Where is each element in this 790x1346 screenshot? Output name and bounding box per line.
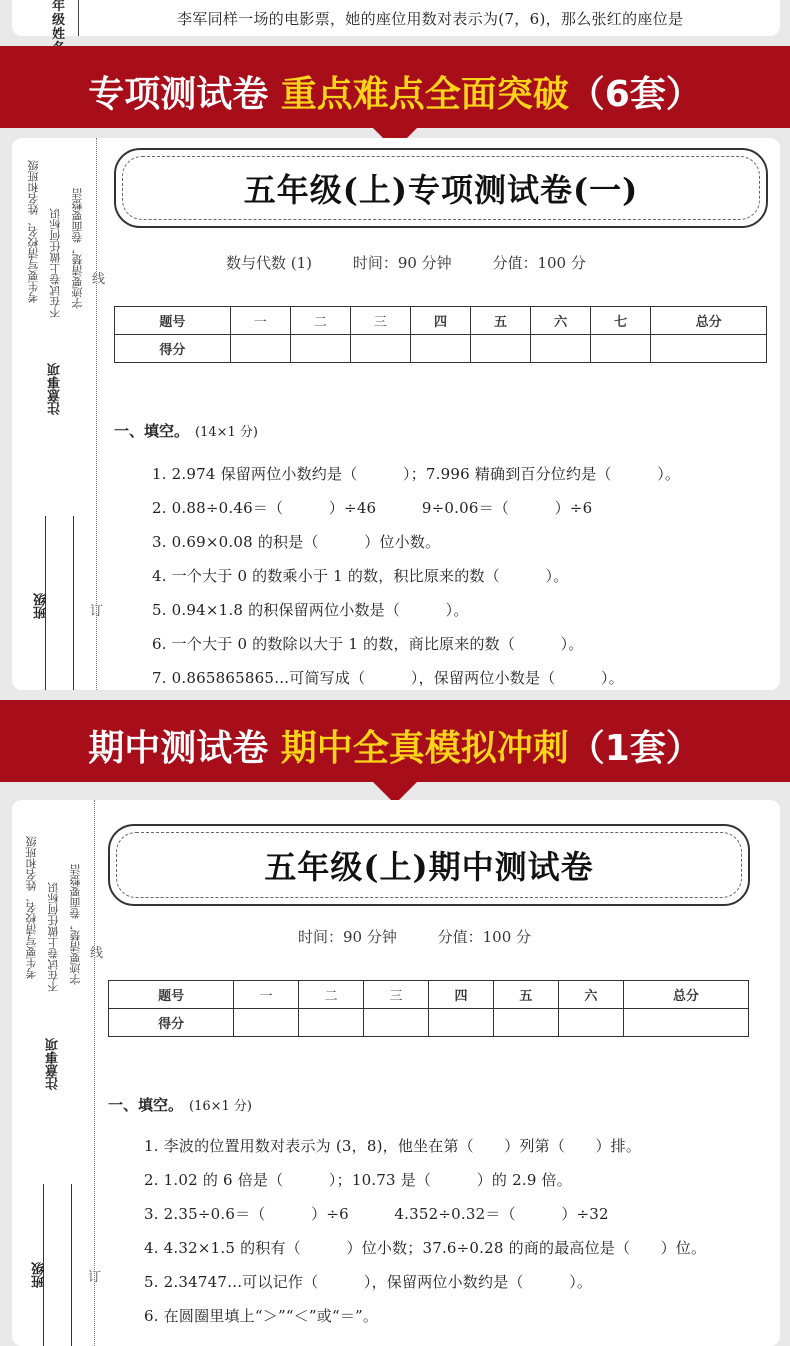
- notice-label: 注意事项: [46, 1038, 61, 1090]
- notice-rule-3: 字迹要清楚，卷面要整洁: [71, 188, 84, 309]
- banner-highlight: 期中全真模拟冲刺: [280, 728, 569, 769]
- score-table-header-row: [115, 307, 767, 335]
- section-title: 一、填空。: [114, 422, 190, 440]
- question-item: 1. 李波的位置用数对表示为 (3，8)，他坐在第（ ）列第（ ）排。: [144, 1137, 642, 1155]
- section-points: (14×1 分): [195, 425, 258, 440]
- notice-rule-2: 不在试卷上做任何标识: [49, 208, 62, 318]
- line-mark: 线: [92, 272, 106, 287]
- score-header-cell: 二: [290, 307, 350, 335]
- score-cell[interactable]: [230, 335, 290, 363]
- score-cell[interactable]: [558, 1009, 623, 1037]
- score-header-cell: 七: [591, 307, 651, 335]
- test-sheet-special-1: [12, 138, 780, 690]
- meta-subject: 数与代数 (1): [226, 254, 313, 272]
- sheet-meta: [226, 252, 622, 273]
- score-header-cell: 一: [230, 307, 290, 335]
- banner-count: （6套）: [568, 74, 702, 115]
- class-blank-line-2: [73, 516, 74, 690]
- question-item: 4. 4.32×1.5 的积有（ ）位小数；37.6÷0.28 的商的最高位是（ ）位。: [144, 1239, 707, 1257]
- score-cell[interactable]: [531, 335, 591, 363]
- score-table-score-row: [109, 1009, 749, 1037]
- score-cell[interactable]: [234, 1009, 299, 1037]
- score-header-cell: 一: [234, 981, 299, 1009]
- banner-midterm: [0, 700, 790, 782]
- meta-score: 分值：100 分: [492, 254, 586, 272]
- score-header-cell: 二: [299, 981, 364, 1009]
- score-cell[interactable]: [651, 335, 767, 363]
- score-cell[interactable]: [623, 1009, 748, 1037]
- notice-rule-2: 不在试卷上做任何标识: [47, 882, 60, 992]
- question-item: 3. 2.35÷0.6＝（ ）÷6 4.352÷0.32＝（ ）÷32: [144, 1205, 609, 1223]
- score-header-cell: 四: [428, 981, 493, 1009]
- score-cell[interactable]: [471, 335, 531, 363]
- section-heading: [114, 420, 258, 441]
- score-cell[interactable]: [493, 1009, 558, 1037]
- meta-time: 时间：90 分钟: [298, 928, 397, 946]
- score-header-cell: 五: [493, 981, 558, 1009]
- question-item: 7. 0.865865865…可简写成（ ），保留两位小数是（ ）。: [152, 669, 624, 687]
- banner-title: 专项测试卷: [88, 74, 281, 115]
- notice-rule-1: 考生要写清校名、姓名和班级: [27, 160, 40, 303]
- name-label: 姓: [52, 27, 66, 42]
- notice-label: 注意事项: [48, 363, 63, 415]
- meta-time: 时间：90 分钟: [352, 254, 452, 272]
- sheet-title: 五年级(上)期中测试卷: [264, 848, 594, 886]
- tear-line: [94, 800, 95, 1346]
- section-heading: [108, 1094, 252, 1115]
- banner-count: （1套）: [568, 728, 702, 769]
- score-cell[interactable]: [299, 1009, 364, 1037]
- score-table: [108, 980, 749, 1037]
- title-box: [114, 148, 768, 228]
- banner-special-tests: [0, 46, 790, 128]
- score-header-cell: 题号: [109, 981, 234, 1009]
- section-points: (16×1 分): [189, 1099, 252, 1114]
- line-mark: 线: [90, 946, 104, 961]
- score-header-cell: 六: [531, 307, 591, 335]
- question-item: 6. 在圆圈里填上“＞”“＜”或“＝”。: [144, 1307, 379, 1325]
- question-item: 2. 0.88÷0.46＝（ ）÷46 9÷0.06＝（ ）÷6: [152, 499, 593, 517]
- score-table-score-row: [115, 335, 767, 363]
- question-item: 4. 一个大于 0 的数乘小于 1 的数，积比原来的数（ ）。: [152, 567, 569, 585]
- score-header-cell: 总分: [651, 307, 767, 335]
- score-header-cell: 六: [558, 981, 623, 1009]
- title-box: [108, 824, 750, 906]
- score-table-header-row: [109, 981, 749, 1009]
- question-item: 6. 一个大于 0 的数除以大于 1 的数，商比原来的数（ ）。: [152, 635, 584, 653]
- binding-mark: 订: [88, 1270, 102, 1285]
- score-header-cell: 总分: [623, 981, 748, 1009]
- question-item: 1. 2.974 保留两位小数约是（ ）；7.996 精确到百分位约是（ ）。: [152, 465, 681, 483]
- score-header-cell: 题号: [115, 307, 231, 335]
- score-cell[interactable]: [364, 1009, 429, 1037]
- margin-line: [78, 0, 79, 36]
- notice-rule-3: 字迹要清楚，卷面要整洁: [69, 864, 82, 985]
- score-row-label: 得分: [115, 335, 231, 363]
- question-item: 5. 2.34747…可以记作（ ），保留两位小数约是（ ）。: [144, 1273, 593, 1291]
- score-table: [114, 306, 767, 363]
- test-sheet-midterm: [12, 800, 780, 1346]
- score-header-cell: 四: [410, 307, 470, 335]
- section-title: 一、填空。: [108, 1096, 184, 1114]
- question-line: 李军同样一场的电影票，她的座位用数对表示为(7，6)，那么张红的座位是: [177, 10, 684, 28]
- score-header-cell: 三: [364, 981, 429, 1009]
- banner-text: [0, 66, 790, 117]
- class-label: 班级: [34, 593, 49, 619]
- binding-mark: 订: [90, 604, 104, 619]
- grade-label: 年级: [52, 0, 66, 28]
- score-header-cell: 五: [471, 307, 531, 335]
- question-item: 3. 0.69×0.08 的积是（ ）位小数。: [152, 533, 441, 551]
- question-item: 2. 1.02 的 6 倍是（ ）；10.73 是（ ）的 2.9 倍。: [144, 1171, 572, 1189]
- score-cell[interactable]: [350, 335, 410, 363]
- score-cell[interactable]: [428, 1009, 493, 1037]
- question-item: 5. 0.94×1.8 的积保留两位小数是（ ）。: [152, 601, 469, 619]
- sheet-meta: [298, 926, 567, 947]
- score-cell[interactable]: [290, 335, 350, 363]
- previous-sheet-strip: [12, 0, 780, 42]
- meta-score: 分值：100 分: [437, 928, 532, 946]
- banner-highlight: 重点难点全面突破: [280, 74, 569, 115]
- notice-rule-1: 考生要写清校名、姓名和班级: [25, 836, 38, 979]
- class-label: 班级: [32, 1262, 47, 1288]
- score-header-cell: 三: [350, 307, 410, 335]
- score-cell[interactable]: [591, 335, 651, 363]
- score-row-label: 得分: [109, 1009, 234, 1037]
- sheet-title: 五年级(上)专项测试卷(一): [243, 171, 639, 209]
- score-cell[interactable]: [410, 335, 470, 363]
- binding-margin: [12, 138, 112, 690]
- banner-text: [0, 720, 790, 771]
- binding-margin: [12, 800, 112, 1346]
- class-blank-line-2: [71, 1184, 72, 1346]
- banner-title: 期中测试卷: [88, 728, 281, 769]
